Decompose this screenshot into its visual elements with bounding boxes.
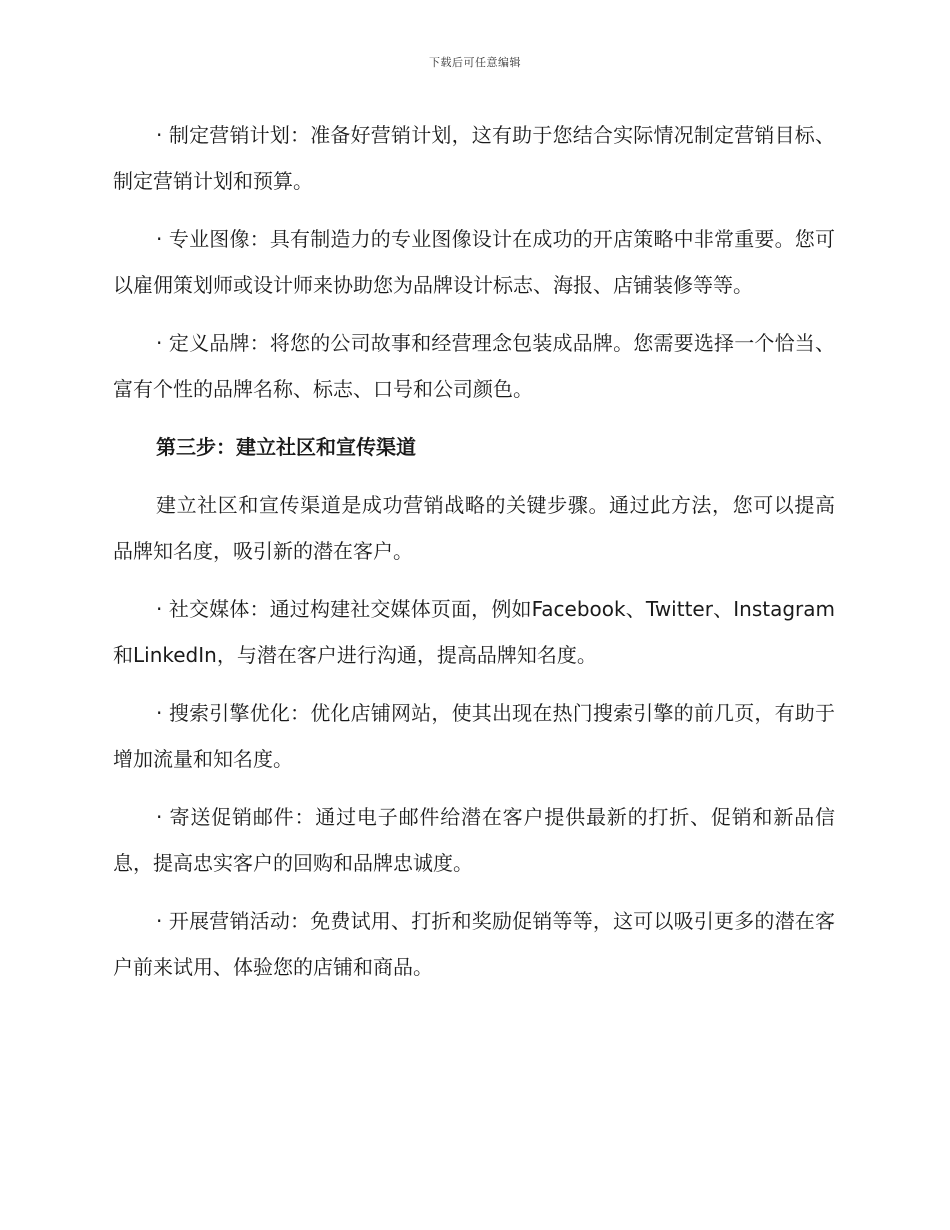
paragraph-define-brand: · 定义品牌：将您的公司故事和经营理念包装成品牌。您需要选择一个恰当、富有个性的品牌名称、标志、口号和公司颜色。 — [113, 331, 835, 401]
document-body — [113, 112, 835, 1002]
paragraph-social-media: · 社交媒体：通过构建社交媒体页面，例如Facebook、Twitter、Instagram和LinkedIn，与潜在客户进行沟通，提高品牌知名度。 — [113, 597, 835, 667]
paragraph-marketing-plan: · 制定营销计划：准备好营销计划，这有助于您结合实际情况制定营销目标、制定营销计划和预算。 — [113, 123, 835, 193]
paragraph-community-intro: 建立社区和宣传渠道是成功营销战略的关键步骤。通过此方法，您可以提高品牌知名度，吸引新的潜在客户。 — [113, 493, 835, 563]
paragraph-promo-email: · 寄送促销邮件：通过电子邮件给潜在客户提供最新的打折、促销和新品信息，提高忠实客户的回购和品牌忠诚度。 — [113, 805, 835, 875]
paragraph-professional-image: · 专业图像：具有制造力的专业图像设计在成功的开店策略中非常重要。您可以雇佣策划师或设计师来协助您为品牌设计标志、海报、店铺装修等等。 — [113, 227, 835, 297]
page-header: 下载后可任意编辑 — [429, 56, 521, 69]
paragraph-marketing-activities: · 开展营销活动：免费试用、打折和奖励促销等等，这可以吸引更多的潜在客户前来试用、体验您的店铺和商品。 — [113, 909, 835, 979]
section-heading: 第三步：建立社区和宣传渠道 — [156, 435, 416, 459]
paragraph-seo: · 搜索引擎优化：优化店铺网站，使其出现在热门搜索引擎的前几页，有助于增加流量和知名度。 — [113, 701, 835, 771]
